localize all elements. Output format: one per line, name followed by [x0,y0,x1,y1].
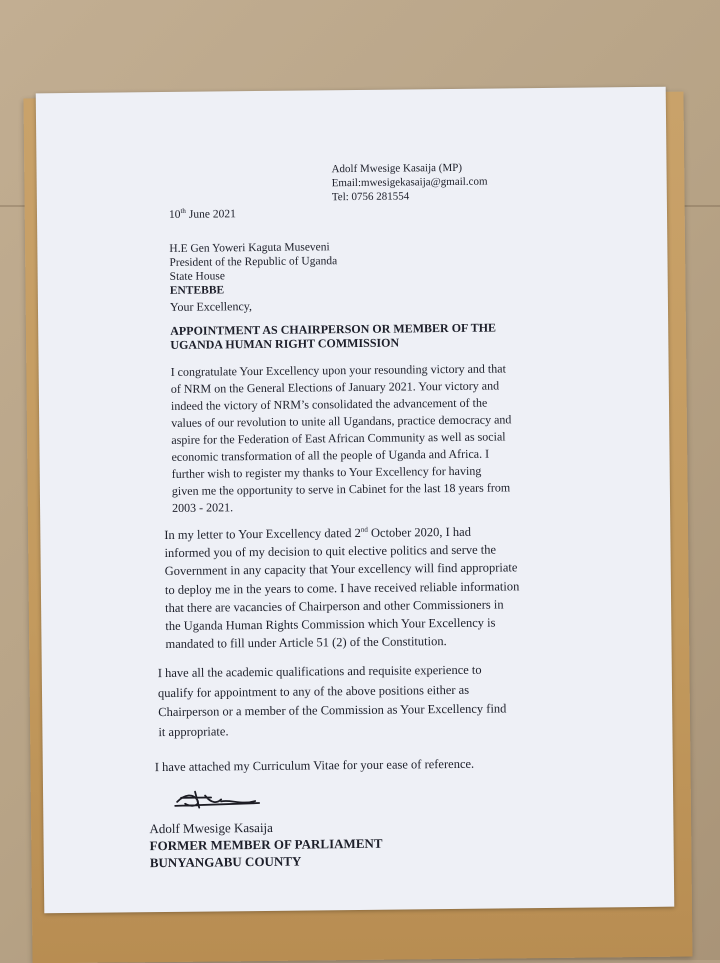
salutation: Your Excellency, [169,299,253,314]
paragraph-text: In my letter to Your Excellency dated 2 [164,525,361,542]
paragraph-line: indeed the victory of NRM’s consolidated the advancement of the [170,395,488,413]
paragraph-line: Chairperson or a member of the Commission as Your Excellency find [158,701,507,720]
subject-heading [170,321,496,352]
sender-name: Adolf Mwesige Kasaija (MP) [331,161,463,176]
paragraph-line: to deploy me in the years to come. I have received reliable information [164,578,520,597]
paragraph-request [164,521,620,653]
recipient-line: State House [169,270,225,283]
paragraph-qualifications [158,659,629,742]
paragraph-line: 2003 - 2021. [171,500,234,515]
paragraph-attachment: I have attached my Curriculum Vitae for your ease of reference. [154,756,475,775]
recipient-block [169,240,337,298]
date-rest: June 2021 [185,208,236,221]
paragraph-line: further wish to register my thanks to Your Excellency for having [171,463,482,481]
paragraph-line: that there are vacancies of Chairperson and other Commissioners in [165,597,504,615]
letter-date [169,207,236,222]
paragraph-line: Government in any capacity that Your excellency will find appropriate [164,560,518,579]
recipient-city: ENTEBBE [169,284,225,297]
paragraph-line: informed you of my decision to quit elective politics and serve the [164,542,497,561]
paragraph-line: it appropriate. [158,723,229,739]
sender-block [331,161,487,205]
signature [171,787,261,812]
signatory-name: Adolf Mwesige Kasaija [149,819,273,837]
sender-email: Email:mwesigekasaija@gmail.com [331,175,488,190]
signatory-constituency: BUNYANGABU COUNTY [149,853,302,871]
signatory-title: FORMER MEMBER OF PARLIAMENT [149,835,383,854]
date-day: 10 [168,208,181,221]
paragraph-line: the Uganda Human Rights Commission which Your Excellency is [165,615,496,634]
subject-line: APPOINTMENT AS CHAIRPERSON OR MEMBER OF THE [170,320,497,338]
paragraph-line: of NRM on the General Elections of January 2021. Your victory and [170,378,500,396]
subject-line: UGANDA HUMAN RIGHT COMMISSION [170,335,400,352]
paragraph-line: aspire for the Federation of East African Community as well as social [171,429,506,447]
letter-page [36,87,675,914]
paragraph-line: I have all the academic qualifications and requisite experience to [157,662,482,681]
paragraph-line: values of our revolution to unite all Ugandans, practice democracy and [171,412,512,430]
paragraph-line: qualify for appointment to any of the above positions either as [157,682,470,700]
ordinal-suffix: nd [360,525,368,534]
paragraph-text: October 2020, I had [367,524,472,540]
recipient-line: H.E Gen Yoweri Kaguta Museveni [169,241,330,255]
sender-phone: Tel: 0756 281554 [331,190,410,204]
recipient-line: President of the Republic of Uganda [169,255,338,269]
date-suffix: th [180,206,186,215]
paragraph-line: given me the opportunity to serve in Cabinet for the last 18 years from [171,480,511,498]
paragraph-line: mandated to fill under Article 51 (2) of the Constitution. [165,634,447,652]
paragraph-line: economic transformation of all the people of Uganda and Africa. I [171,446,490,464]
paragraph-line: I congratulate Your Excellency upon your resounding victory and that [170,361,506,379]
paragraph-congratulations [171,359,613,517]
closing-block [149,818,382,871]
